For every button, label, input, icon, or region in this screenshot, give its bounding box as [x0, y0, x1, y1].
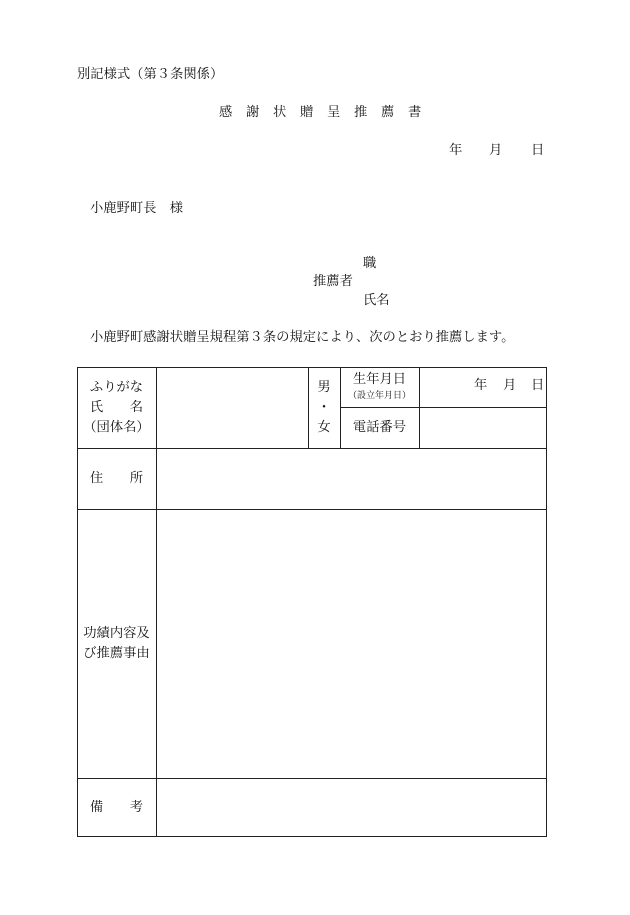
- date-year-label: 年: [449, 143, 463, 158]
- address-label-cell: [77, 448, 156, 509]
- date-day-label: 日: [531, 143, 545, 158]
- name-label-cell: [77, 367, 156, 448]
- gender-cell: [308, 367, 340, 448]
- founding-date-label: （設立年月日）: [347, 391, 411, 401]
- achievement-label-line-1: 功績内容及: [83, 625, 150, 641]
- birth-month-label: 月: [503, 378, 517, 393]
- birth-year-label: 年: [474, 378, 488, 393]
- recommender-position-label: 職: [363, 256, 377, 271]
- organization-label: （団体名）: [83, 419, 150, 435]
- birth-date-label: 生年月日: [352, 372, 407, 387]
- gender-female: 女: [317, 419, 331, 435]
- addressee: 小鹿野町長 様: [90, 201, 184, 216]
- document-title: 感謝状贈呈推薦書: [219, 105, 435, 120]
- birth-day-label: 日: [531, 378, 545, 393]
- name-label: 氏 名: [89, 399, 144, 415]
- phone-label-cell: [340, 407, 419, 448]
- remarks-label-cell: [77, 778, 156, 837]
- address-label: 住 所: [89, 470, 144, 486]
- recommender-label: 推薦者: [313, 274, 353, 289]
- achievement-label-cell: [77, 509, 156, 778]
- phone-label: 電話番号: [352, 419, 407, 435]
- gender-separator: ・: [317, 399, 331, 415]
- birth-date-label-cell: [340, 367, 419, 407]
- phone-field: [420, 408, 546, 448]
- gender-male: 男: [317, 379, 331, 395]
- address-field: [157, 449, 546, 509]
- name-field: [157, 368, 308, 448]
- achievement-field: [157, 510, 546, 778]
- remarks-label: 備 考: [89, 799, 144, 815]
- achievement-label-line-2: び推薦事由: [83, 645, 150, 661]
- date-month-label: 月: [489, 143, 503, 158]
- recommendation-statement: 小鹿野町感謝状贈呈規程第３条の規定により、次のとおり推薦します。: [90, 330, 515, 345]
- furigana-label: ふりがな: [89, 379, 144, 395]
- recommender-name-label: 氏名: [363, 293, 390, 308]
- form-style-label: 別記様式（第３条関係）: [77, 67, 224, 82]
- remarks-field: [157, 779, 546, 836]
